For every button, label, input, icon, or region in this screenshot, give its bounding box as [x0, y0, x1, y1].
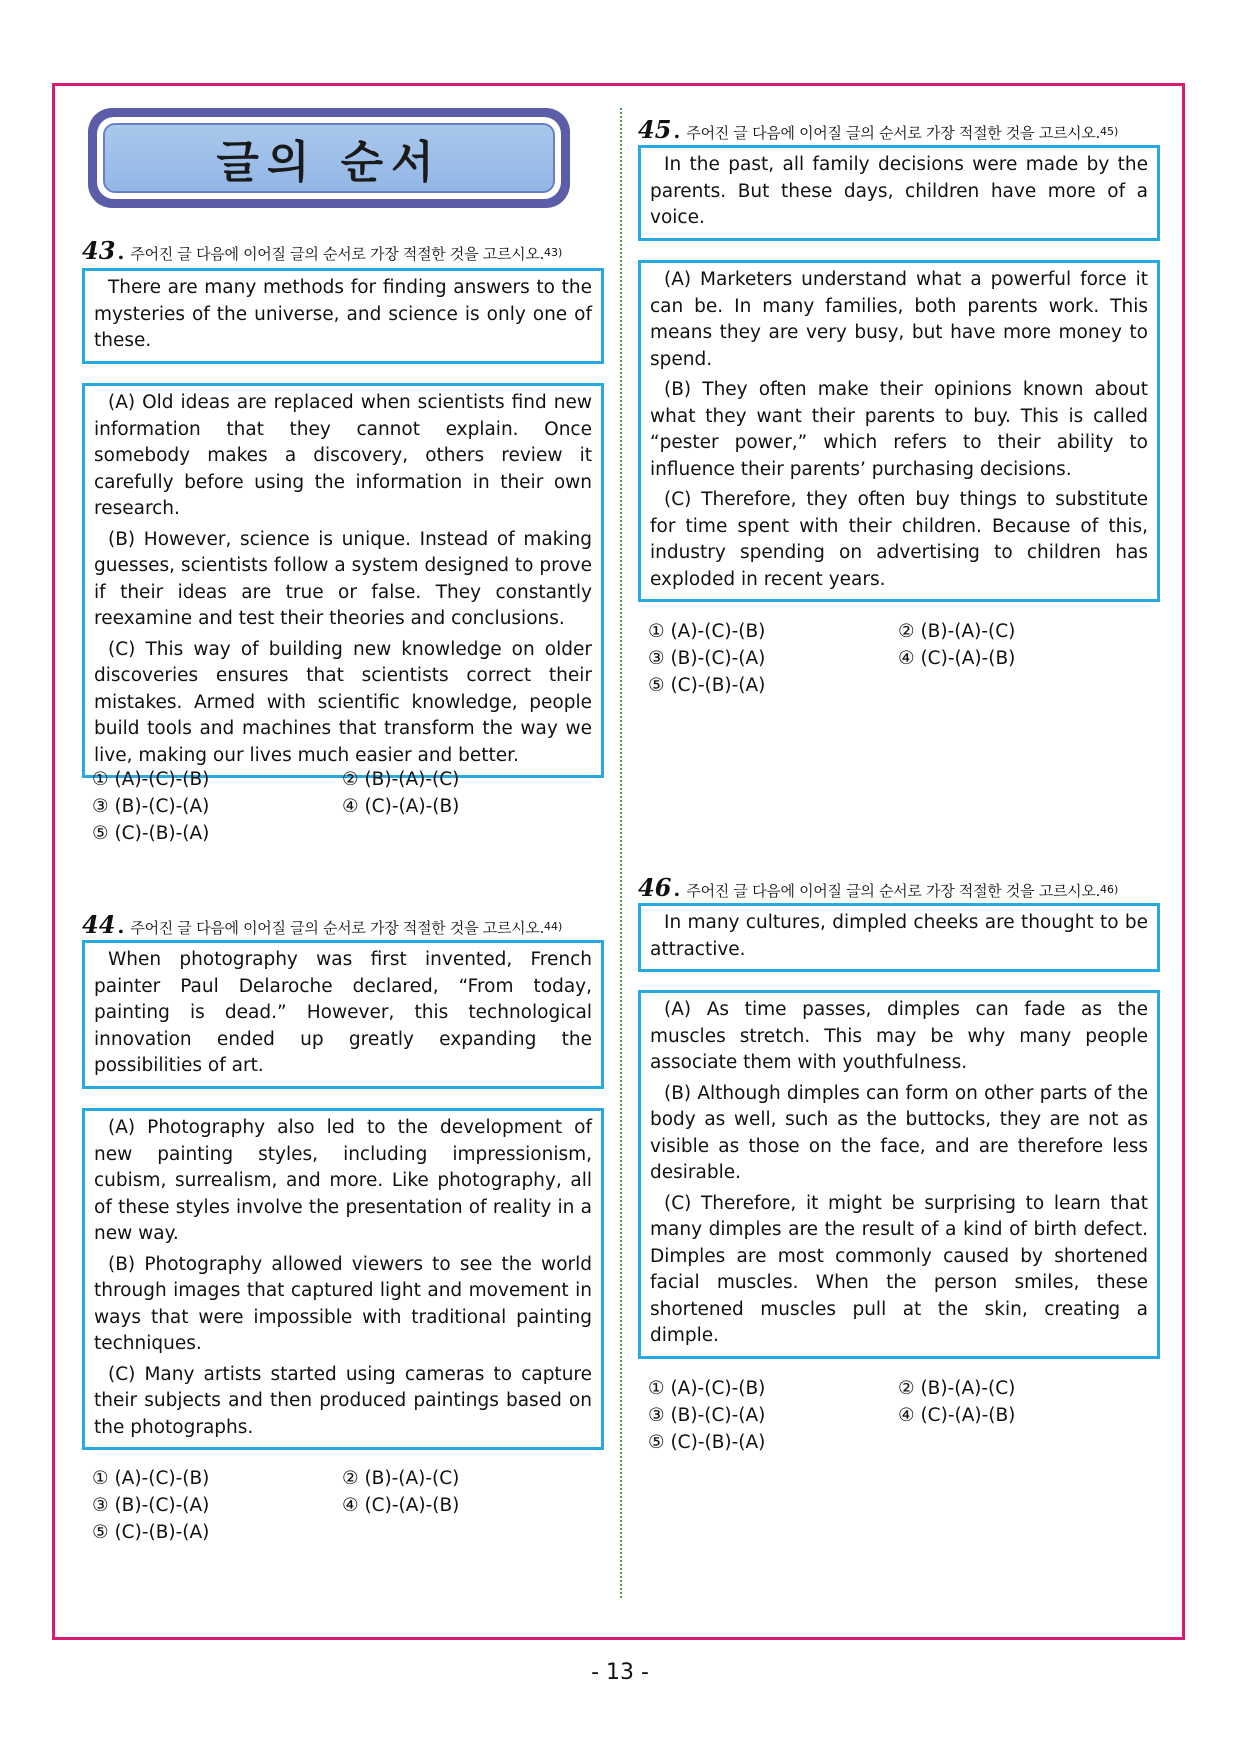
question-number: 43: [82, 236, 116, 265]
choice-4[interactable]: ④ (C)-(A)-(B): [342, 796, 460, 817]
choice-2[interactable]: ② (B)-(A)-(C): [342, 769, 460, 790]
question-instruction: 주어진 글 다음에 이어질 글의 순서로 가장 적절한 것을 고르시오.: [130, 245, 544, 263]
choice-3[interactable]: ③ (B)-(C)-(A): [92, 796, 210, 817]
paragraph-b: (B) Although dimples can form on other parts of the body as well, such as the buttocks, they are not as visible as those on the face, and are therefore less desirable.: [650, 1082, 1148, 1183]
paragraph-a: (A) Old ideas are replaced when scientists find new information that they cannot explain. Once somebody makes a discovery, others review it carefully before using the information in their own research.: [94, 392, 592, 519]
paragraph-c: (C) Therefore, it might be surprising to learn that many dimples are the result of a kind of birth defect. Dimples are most commonly caused by shortened facial muscles. When the person smiles, these shortened muscles pull at the skin, creating a dimple.: [650, 1192, 1148, 1346]
footnote-ref: 43): [544, 246, 563, 259]
question-45-header: [638, 115, 1118, 144]
choice-5[interactable]: ⑤ (C)-(B)-(A): [648, 675, 766, 696]
question-instruction: 주어진 글 다음에 이어질 글의 순서로 가장 적절한 것을 고르시오.: [686, 882, 1100, 900]
footnote-ref: 46): [1100, 883, 1119, 896]
banner-core: [103, 123, 555, 193]
paragraph-a: (A) As time passes, dimples can fade as the muscles stretch. This may be why many people associate them with youthfulness.: [650, 999, 1148, 1073]
intro-text: In many cultures, dimpled cheeks are thought to be attractive.: [650, 912, 1148, 960]
question-46-choices: [648, 1375, 1148, 1456]
choice-1[interactable]: ① (A)-(C)-(B): [648, 621, 766, 642]
question-number: 44: [82, 910, 116, 939]
choice-1[interactable]: ① (A)-(C)-(B): [92, 769, 210, 790]
banner-inner: [97, 117, 561, 199]
question-44-passage-box: [82, 1108, 604, 1450]
choice-3[interactable]: ③ (B)-(C)-(A): [648, 1405, 766, 1426]
question-45-passage-box: [638, 260, 1160, 602]
question-46-header: [638, 873, 1118, 902]
paragraph-c: (C) This way of building new knowledge on older discoveries ensures that scientists correct their mistakes. Armed with scientific knowledge, people build tools and machines that transform the way we live, making our lives much easier and better.: [94, 638, 592, 766]
question-44-intro-box: [82, 940, 604, 1089]
choice-1[interactable]: ① (A)-(C)-(B): [92, 1468, 210, 1489]
question-instruction: 주어진 글 다음에 이어질 글의 순서로 가장 적절한 것을 고르시오.: [686, 124, 1100, 142]
section-banner: [88, 108, 570, 208]
column-divider: [620, 108, 622, 1598]
choice-5[interactable]: ⑤ (C)-(B)-(A): [648, 1432, 766, 1453]
paragraph-c: (C) Therefore, they often buy things to substitute for time spent with their children. Because of this, industry spending on advertising to children has exploded in recent years.: [650, 489, 1148, 590]
choice-5[interactable]: ⑤ (C)-(B)-(A): [92, 1522, 210, 1543]
intro-text: There are many methods for finding answers to the mysteries of the universe, and science is only one of these.: [94, 277, 592, 351]
paragraph-a: (A) Photography also led to the development of new painting styles, including impressionism, cubism, surrealism, and more. Like photography, all of these styles involve the presentation of reality in a new way.: [94, 1117, 592, 1244]
question-45-intro-box: [638, 145, 1160, 241]
paragraph-c: (C) Many artists started using cameras to capture their subjects and then produced paintings based on the photographs.: [94, 1363, 592, 1438]
choice-4[interactable]: ④ (C)-(A)-(B): [898, 648, 1016, 669]
question-instruction: 주어진 글 다음에 이어질 글의 순서로 가장 적절한 것을 고르시오.: [130, 919, 544, 937]
choice-3[interactable]: ③ (B)-(C)-(A): [92, 1495, 210, 1516]
question-45-choices: [648, 618, 1148, 699]
question-46-passage-box: [638, 990, 1160, 1359]
footnote-ref: 45): [1100, 125, 1119, 138]
question-number: 45: [638, 115, 672, 144]
paragraph-b: (B) However, science is unique. Instead of making guesses, scientists follow a system designed to prove if their ideas are true or false. They constantly reexamine and test their theories and conclusions.: [94, 528, 592, 629]
intro-text: When photography was first invented, French painter Paul Delaroche declared, “From today, painting is dead.” However, this technological innovation ended up greatly expanding the possibilities of art.: [94, 949, 592, 1076]
paragraph-b: (B) They often make their opinions known about what they want their parents to buy. This is called “pester power,” which refers to their ability to influence their parents’ purchasing decisions.: [650, 379, 1148, 480]
choice-2[interactable]: ② (B)-(A)-(C): [898, 621, 1016, 642]
question-number: 46: [638, 873, 672, 902]
question-43-intro-box: [82, 268, 604, 364]
intro-text: In the past, all family decisions were made by the parents. But these days, children have more of a voice.: [650, 154, 1148, 228]
page-number: - 13 -: [591, 1660, 649, 1685]
question-dot: .: [117, 914, 125, 938]
question-44-choices: [92, 1465, 592, 1546]
choice-3[interactable]: ③ (B)-(C)-(A): [648, 648, 766, 669]
paragraph-b: (B) Photography allowed viewers to see the world through images that captured light and movement in ways that were impossible with traditional painting techniques.: [94, 1253, 592, 1354]
question-43-choices: [92, 766, 592, 847]
choice-1[interactable]: ① (A)-(C)-(B): [648, 1378, 766, 1399]
question-43-header: [82, 236, 562, 265]
choice-2[interactable]: ② (B)-(A)-(C): [898, 1378, 1016, 1399]
paragraph-a: (A) Marketers understand what a powerful force it can be. In many families, both parents work. This means they are very busy, but have more money to spend.: [650, 269, 1148, 370]
question-dot: .: [673, 877, 681, 901]
choice-2[interactable]: ② (B)-(A)-(C): [342, 1468, 460, 1489]
choice-4[interactable]: ④ (C)-(A)-(B): [342, 1495, 460, 1516]
question-46-intro-box: [638, 903, 1160, 972]
choice-5[interactable]: ⑤ (C)-(B)-(A): [92, 823, 210, 844]
footnote-ref: 44): [544, 920, 563, 933]
question-43-passage-box: [82, 383, 604, 778]
choice-4[interactable]: ④ (C)-(A)-(B): [898, 1405, 1016, 1426]
section-title: 글의 순서: [216, 137, 442, 188]
question-44-header: [82, 910, 562, 939]
question-dot: .: [117, 240, 125, 264]
question-dot: .: [673, 119, 681, 143]
